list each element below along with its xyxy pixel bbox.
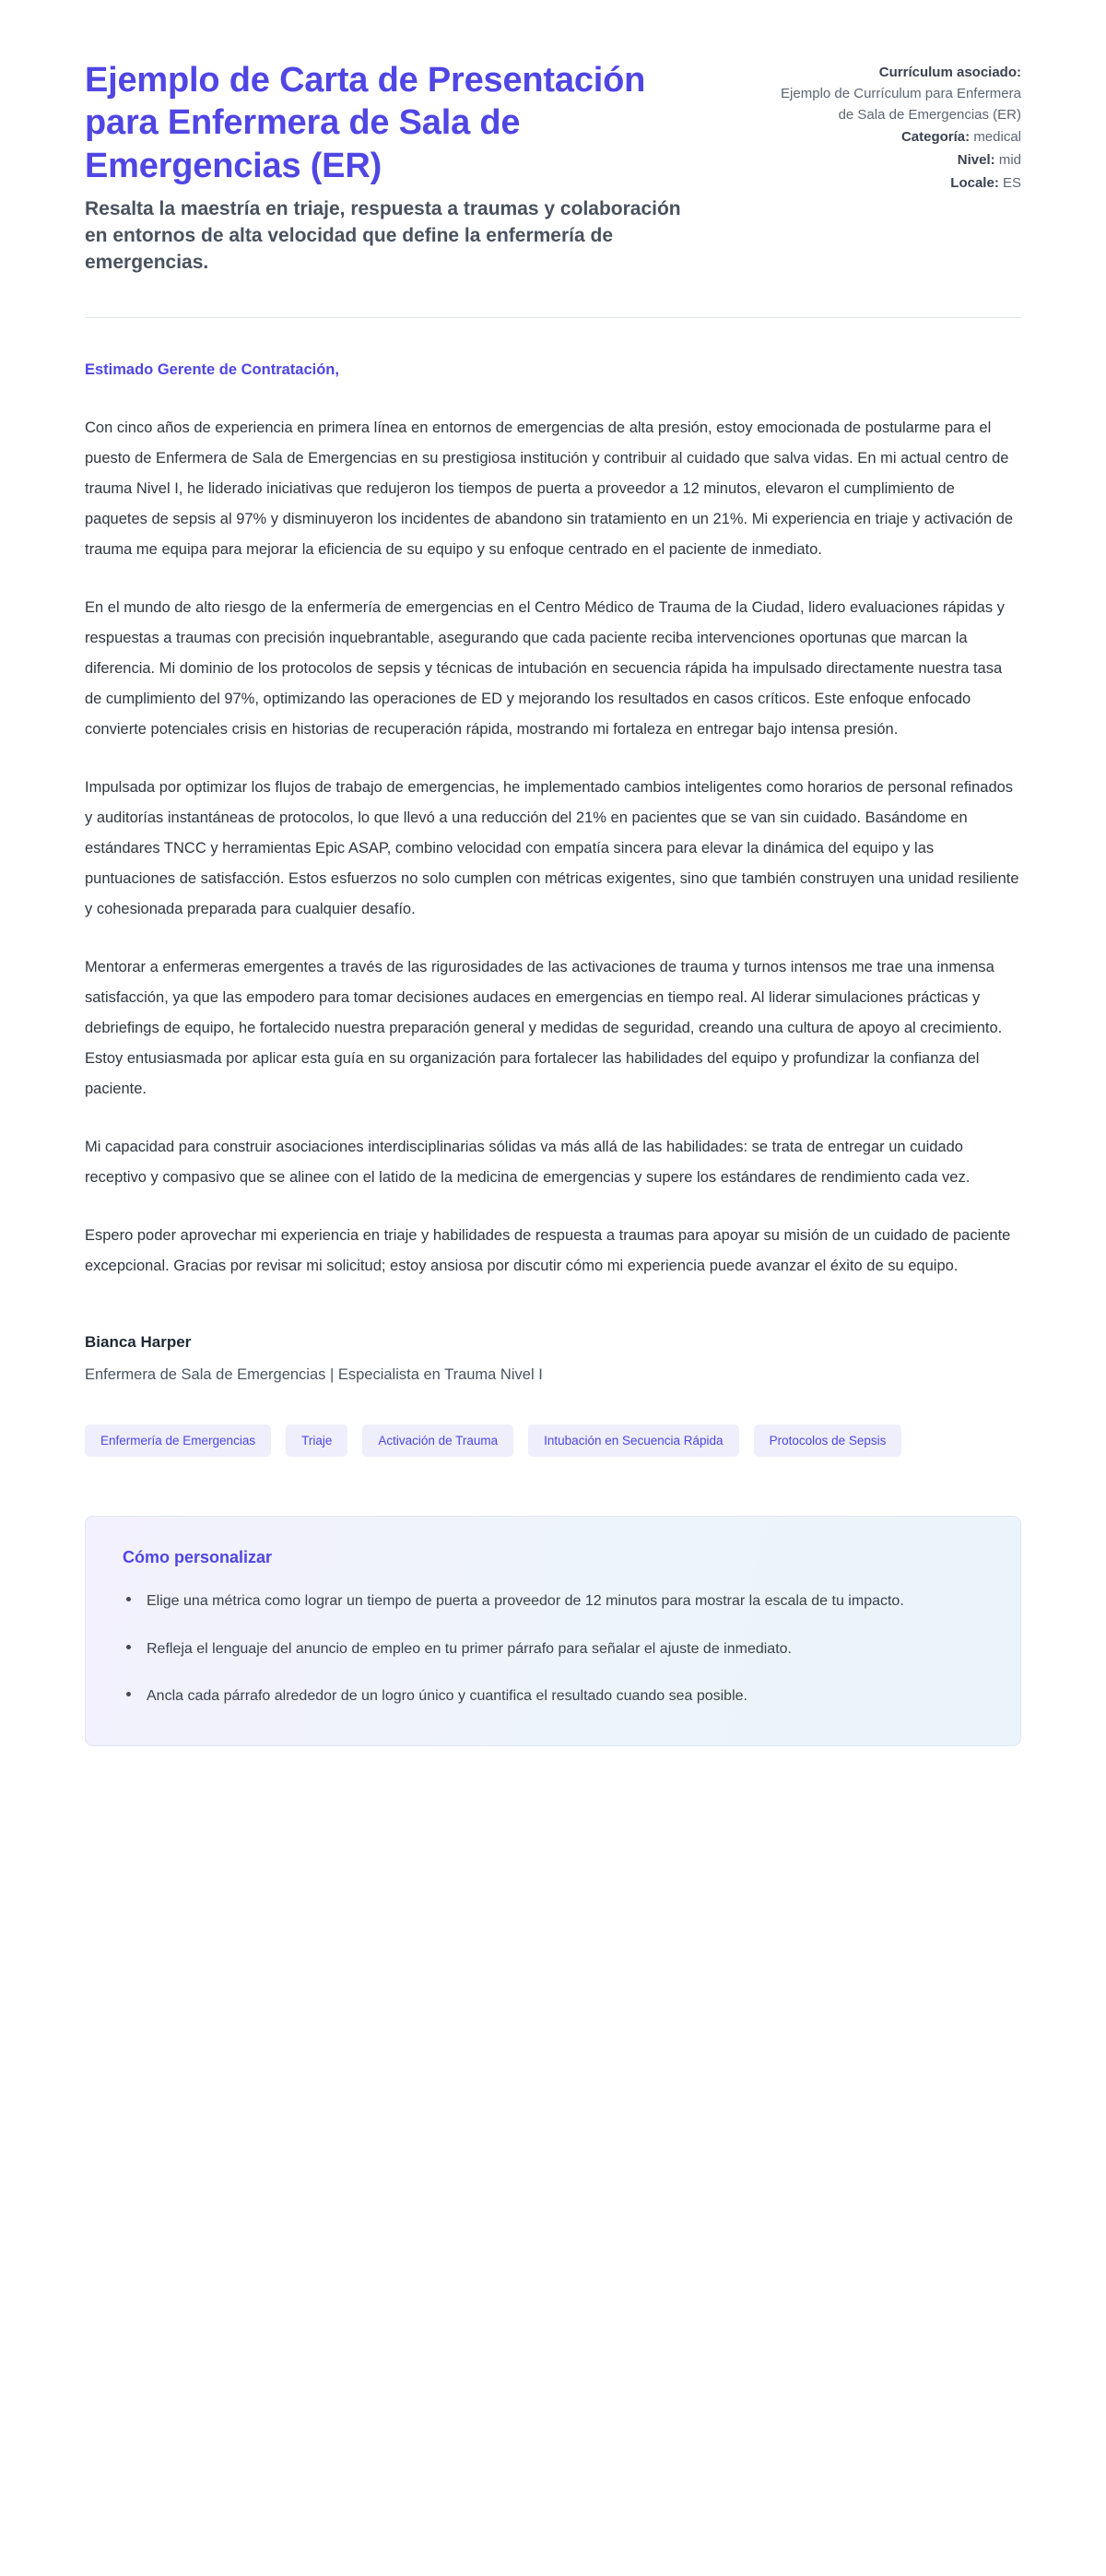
letter-body <box>85 318 1021 1282</box>
meta-associated-resume-value: Ejemplo de Currículum para Enfermera de Sala de Emergencias (ER) <box>781 85 1021 123</box>
letter-paragraph: Impulsada por optimizar los flujos de trabajo de emergencias, he implementado cambios inteligentes como horarios de personal refinados y auditorías instantáneas de protocolos, lo que llevó a una reducción del 21% en pacientes que se van sin cuidado. Basándome en estándares TNCC y herramientas Epic ASAP, combino velocidad con empatía sincera para elevar la dinámica del equipo y las puntuaciones de satisfacción. Estos esfuerzos no solo cumplen con métricas exigentes, sino que también construyen una unidad resiliente y cohesionada preparada para cualquier desafío. <box>85 778 1019 917</box>
meta-category <box>772 127 1021 148</box>
meta-associated-resume-label: Currículum asociado: <box>878 65 1021 80</box>
how-to-customize-title: Cómo personalizar <box>123 1548 273 1567</box>
skill-tag[interactable]: Intubación en Secuencia Rápida <box>528 1424 738 1458</box>
letter-paragraph: Espero poder aprovechar mi experiencia en triaje y habilidades de respuesta a traumas para apoyar su misión de un cuidado de paciente excepcional. Gracias por revisar mi solicitud; estoy ansiosa por discutir cómo mi experiencia puede avanzar el éxito de su equipo. <box>85 1226 1011 1274</box>
signature-block <box>85 1333 1021 1384</box>
bullet-icon <box>126 1597 131 1601</box>
meta-level <box>772 150 1021 171</box>
how-to-customize-list <box>123 1588 983 1710</box>
customize-list-item <box>123 1636 961 1663</box>
customize-list-item-text: Elige una métrica como lograr un tiempo de puerta a proveedor de 12 minutos para mostrar la escala de tu impacto. <box>147 1593 904 1610</box>
bullet-icon <box>126 1692 131 1696</box>
customize-list-item-text: Refleja el lenguaje del anuncio de empleo en tu primer párrafo para señalar el ajuste de inmediato. <box>147 1640 792 1657</box>
skill-tag[interactable]: Enfermería de Emergencias <box>85 1424 271 1458</box>
letter-paragraph: Mentorar a enfermeras emergentes a través de las rigurosidades de las activaciones de trauma y turnos intensos me trae una inmensa satisfacción, ya que las empodero para tomar decisiones audaces en emergencias en tiempo real. Al liderar simulaciones prácticas y debriefings de equipo, he fortalecido nuestra preparación general y medidas de seguridad, creando una cultura de apoyo al crecimiento. Estoy entusiasmada por aplicar esta guía en su organización para fortalecer las habilidades del equipo y profundizar la confianza del paciente. <box>85 958 1003 1097</box>
skill-tag-list <box>85 1424 1006 1458</box>
bullet-icon <box>126 1645 131 1649</box>
meta-category-value: medical <box>973 129 1021 146</box>
letter-paragraph: En el mundo de alto riesgo de la enfermería de emergencias en el Centro Médico de Trauma de la Ciudad, lidero evaluaciones rápidas y respuestas a traumas con precisión inquebrantable, asegurando que cada paciente reciba intervenciones oportunas que marcan la diferencia. Mi dominio de los protocolos de sepsis y técnicas de intubación en secuencia rápida ha impulsado directamente nuestra tasa de cumplimiento del 97%, optimizando las operaciones de ED y mejorando los resultados en casos críticos. Este enfoque enfocado convierte potenciales crisis en historias de recuperación rápida, mostrando mi fortaleza en entregar bajo intensa presión. <box>85 598 1005 738</box>
letter-paragraph: Mi capacidad para construir asociaciones interdisciplinarias sólidas va más allá de las habilidades: se trata de entregar un cuidado receptivo y compasivo que se alinee con el latido de la medicina de emergencias y supere los estándares de rendimiento cada vez. <box>85 1138 971 1186</box>
document-header <box>85 42 1021 277</box>
skill-tag[interactable]: Activación de Trauma <box>362 1424 513 1458</box>
letter-paragraph: Con cinco años de experiencia en primera línea en entornos de emergencias de alta presión, estoy emocionada de postularme para el puesto de Enfermera de Sala de Emergencias en su prestigiosa institución y contribuir al cuidado que salva vidas. En mi actual centro de trauma Nivel I, he liderado iniciativas que redujeron los tiempos de puerta a proveedor a 12 minutos, elevaron el cumplimiento de paquetes de sepsis al 97% y disminuyeron los incidentes de abandono sin tratamiento en un 21%. Mi experiencia en triaje y activación de trauma me equipa para mejorar la eficiencia de su equipo y su enfoque centrado en el paciente de inmediato. <box>85 419 1014 558</box>
meta-level-label: Nivel: <box>957 152 995 169</box>
meta-locale <box>772 173 1021 195</box>
document-metadata <box>772 59 1021 196</box>
meta-level-value: mid <box>998 152 1021 169</box>
meta-category-label: Categoría: <box>900 129 971 146</box>
meta-locale-label: Locale: <box>950 174 999 191</box>
salutation: Estimado Gerente de Contratación, <box>85 360 339 378</box>
skill-tag[interactable]: Protocolos de Sepsis <box>754 1424 902 1458</box>
skill-tag[interactable]: Triaje <box>286 1424 347 1458</box>
signature-role: Enfermera de Sala de Emergencias | Especialista en Trauma Nivel I <box>85 1365 543 1383</box>
letter-paragraphs <box>85 413 1021 1282</box>
page-title: Ejemplo de Carta de Presentación para Enfermera de Sala de Emergencias (ER) <box>85 61 646 185</box>
how-to-customize-card <box>85 1516 1021 1746</box>
customize-list-item-text: Ancla cada párrafo alrededor de un logro único y cuantifica el resultado cuando sea posible. <box>147 1688 747 1705</box>
signature-name: Bianca Harper <box>85 1332 192 1351</box>
customize-list-item <box>123 1683 961 1710</box>
header-text-block <box>85 59 693 277</box>
meta-associated-resume <box>772 63 1021 125</box>
customize-list-item <box>123 1588 961 1615</box>
page-subtitle: Resalta la maestría en triaje, respuesta a traumas y colaboración en entornos de alta velocidad que define la enfermería de emergencias. <box>85 198 681 274</box>
meta-locale-value: ES <box>1002 174 1021 191</box>
